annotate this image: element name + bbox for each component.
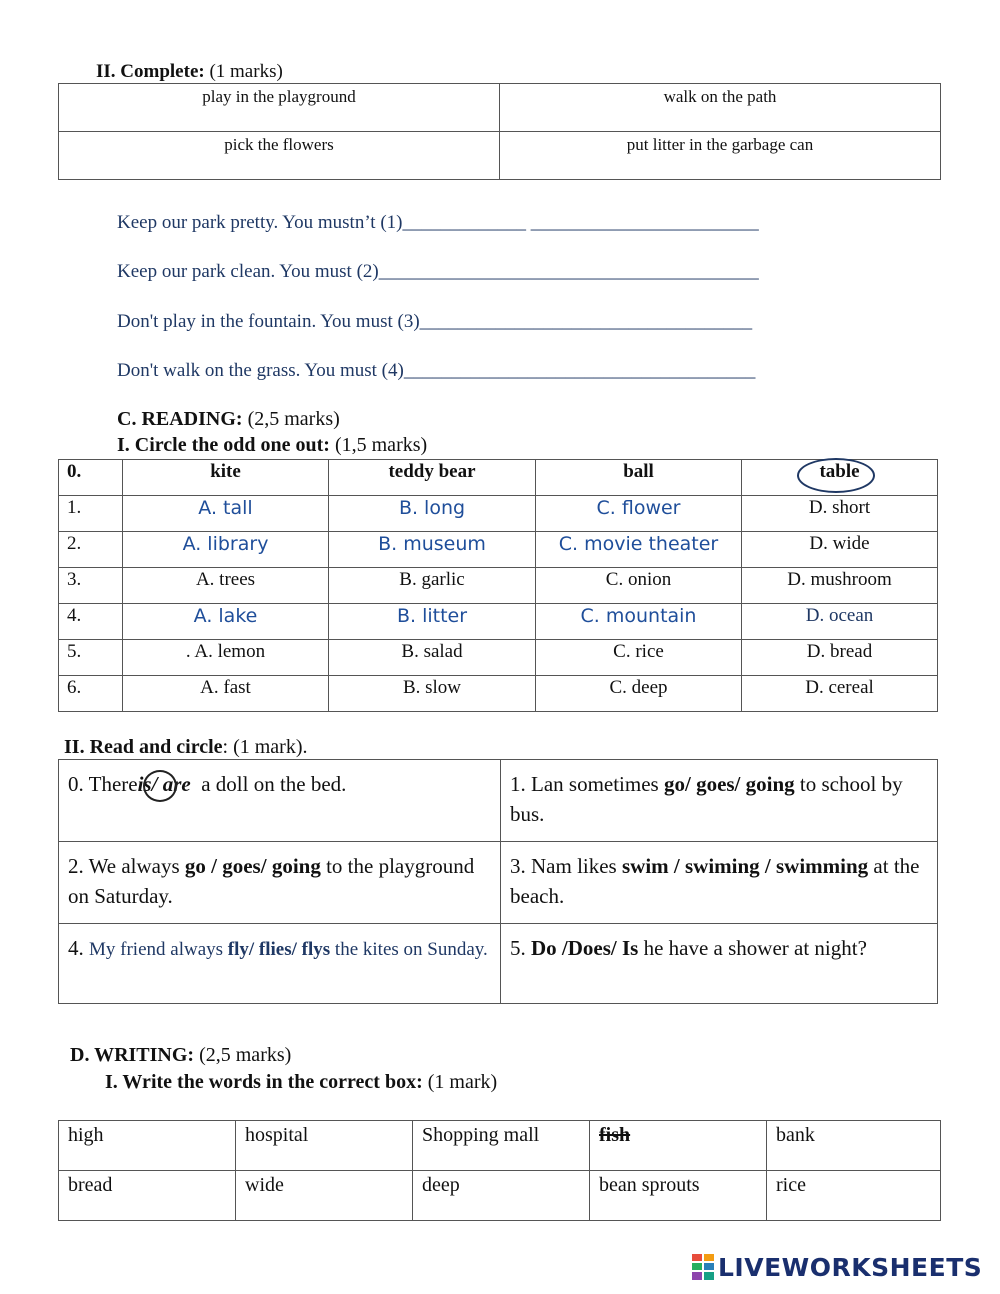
writing-title: D. WRITING: (2,5 marks) [70,1044,292,1066]
word-cell[interactable]: high [59,1121,236,1171]
option-cell[interactable]: B. long [329,496,536,532]
option-cell[interactable]: D. mushroom [742,568,938,604]
word-cell[interactable]: rice [767,1171,941,1221]
circled-answer: is [137,772,152,796]
table-row [59,496,938,532]
option-cell[interactable]: B. salad [329,640,536,676]
fill-sentence-1[interactable]: Keep our park pretty. You mustn’t (1)_____________ ________________________ [117,212,759,233]
word-cell[interactable]: hospital [236,1121,413,1171]
option-cell[interactable]: A. fast [123,676,329,712]
word-cell[interactable]: bread [59,1171,236,1221]
option-cell[interactable]: B. museum [329,532,536,568]
option-cell[interactable]: A. lake [123,604,329,640]
option-cell: play in the playground [59,84,500,132]
odd-one-out-table [58,459,938,712]
row-number: 5. [59,640,123,676]
word-cell[interactable]: bean sprouts [590,1171,767,1221]
odd-one-out-heading: I. Circle the odd one out: (1,5 marks) [117,434,428,456]
table-row [59,532,938,568]
option-cell[interactable]: . A. lemon [123,640,329,676]
option-cell[interactable]: D. short [742,496,938,532]
row-number: 2. [59,532,123,568]
option-cell[interactable]: C. movie theater [536,532,742,568]
complete-options-table [58,83,941,180]
option-cell[interactable]: A. trees [123,568,329,604]
row-number: 0. [59,460,123,496]
option-cell-circled[interactable]: table [742,460,938,496]
option-cell[interactable]: ball [536,460,742,496]
read-circle-table [58,759,938,1004]
complete-heading: II. Complete: (1 marks) [96,61,283,82]
table-row [59,604,938,640]
question-1[interactable]: 1. Lan sometimes go/ goes/ going to school by bus. [501,760,938,842]
read-circle-heading: II. Read and circle: (1 mark). [64,736,308,758]
option-cell[interactable]: D. cereal [742,676,938,712]
option-cell[interactable]: C. deep [536,676,742,712]
table-row [59,924,938,1004]
option-cell[interactable]: B. litter [329,604,536,640]
option-cell[interactable]: C. rice [536,640,742,676]
question-5[interactable]: 5. Do /Does/ Is he have a shower at night? [501,924,938,1004]
logo-icon [692,1254,716,1282]
option-cell[interactable]: B. slow [329,676,536,712]
word-cell[interactable]: wide [236,1171,413,1221]
option-cell[interactable]: D. wide [742,532,938,568]
fill-sentence-2[interactable]: Keep our park clean. You must (2)________________________________________ [117,261,759,282]
question-3[interactable]: 3. Nam likes swim / swiming / swimming at the beach. [501,842,938,924]
option-cell: put litter in the garbage can [500,132,941,180]
table-row [59,1121,941,1171]
row-number: 1. [59,496,123,532]
option-cell[interactable]: D. ocean [742,604,938,640]
option-cell: pick the flowers [59,132,500,180]
table-row [59,132,941,180]
word-cell-example: fish [590,1121,767,1171]
writing-subheading: I. Write the words in the correct box: (1 mark) [105,1071,498,1093]
table-row [59,676,938,712]
option-cell[interactable]: C. mountain [536,604,742,640]
question-4[interactable]: 4. My friend always fly/ flies/ flys the kites on Sunday. [59,924,501,1004]
option-cell[interactable]: A. library [123,532,329,568]
table-row [59,640,938,676]
row-number: 4. [59,604,123,640]
liveworksheets-logo [692,1253,990,1283]
word-cell[interactable]: deep [413,1171,590,1221]
row-number: 3. [59,568,123,604]
option-cell: walk on the path [500,84,941,132]
option-cell[interactable]: teddy bear [329,460,536,496]
word-bank-table [58,1120,941,1221]
option-cell[interactable]: D. bread [742,640,938,676]
question-0[interactable]: 0. Thereis/ are a doll on the bed. [59,760,501,842]
option-cell[interactable]: C. flower [536,496,742,532]
option-cell[interactable]: kite [123,460,329,496]
table-row [59,84,941,132]
word-cell[interactable]: bank [767,1121,941,1171]
reading-title: C. READING: (2,5 marks) [117,408,340,430]
fill-sentence-4[interactable]: Don't walk on the grass. You must (4)_____________________________________ [117,360,756,381]
fill-sentence-3[interactable]: Don't play in the fountain. You must (3)___________________________________ [117,311,753,332]
option-cell[interactable]: B. garlic [329,568,536,604]
table-row [59,760,938,842]
answer-circle-mark [143,770,177,802]
question-2[interactable]: 2. We always go / goes/ going to the playground on Saturday. [59,842,501,924]
option-cell[interactable]: A. tall [123,496,329,532]
logo-text: LIVEWORKSHEETS [718,1253,983,1282]
option-cell[interactable]: C. onion [536,568,742,604]
table-row [59,568,938,604]
table-row [59,842,938,924]
row-number: 6. [59,676,123,712]
table-row [59,1171,941,1221]
word-cell[interactable]: Shopping mall [413,1121,590,1171]
answer-circle-mark [797,458,875,493]
